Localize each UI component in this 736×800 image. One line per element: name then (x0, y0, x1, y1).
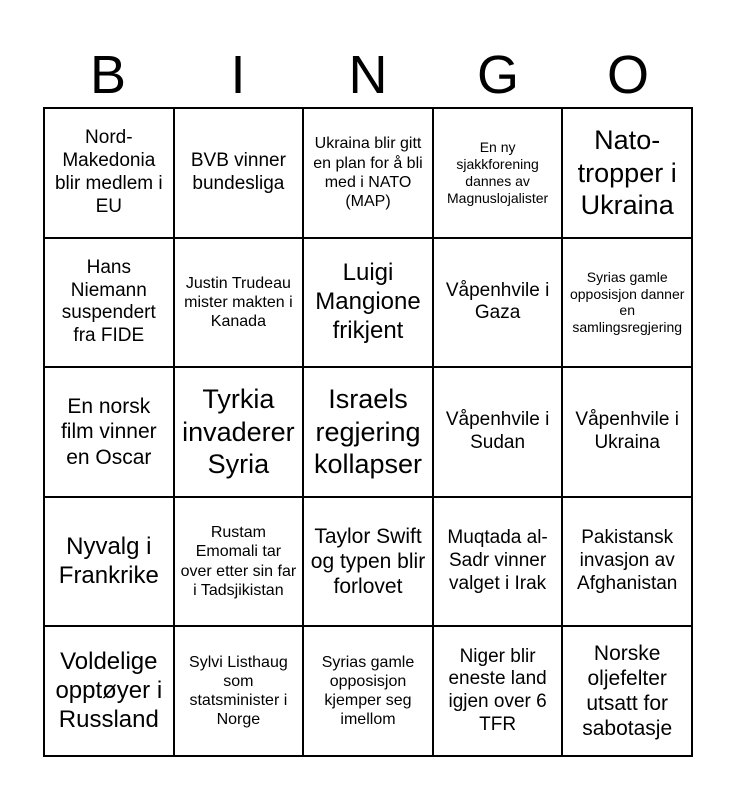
bingo-cell[interactable] (174, 367, 304, 497)
bingo-cell[interactable] (303, 108, 433, 238)
cell-text: Niger blir eneste land igjen over 6 TFR (448, 645, 547, 735)
cell-text: Sylvi Listhaug som statsminister i Norge (189, 653, 288, 729)
bingo-cell[interactable] (303, 238, 433, 368)
cell-text: Nato-tropper i Ukraina (577, 125, 677, 220)
cell-text: Syrias gamle opposisjon danner en samlingsregjering (569, 268, 685, 336)
cell-text: En norsk film vinner en Oscar (60, 395, 157, 469)
header-letter-n: N (348, 45, 388, 105)
cell-text: Luigi Mangione frikjent (315, 259, 421, 344)
cell-text: Våpenhvile i Sudan (445, 409, 550, 453)
cell-text: BVB vinner bundesliga (190, 150, 286, 194)
bingo-cell[interactable] (562, 367, 692, 497)
header-letter-i: I (230, 45, 246, 105)
cell-text: Hans Niemann suspendert fra FIDE (61, 256, 156, 347)
header-letter-o: O (606, 45, 649, 105)
bingo-cell[interactable] (303, 626, 433, 756)
cell-text: Våpenhvile i Ukraina (575, 409, 679, 453)
cell-text: Nord-Makedonia blir medlem i EU (54, 127, 163, 217)
bingo-cell[interactable] (174, 108, 304, 238)
cell-text: Israels regjering kollapser (313, 384, 423, 480)
bingo-cell[interactable] (562, 497, 692, 627)
cell-text: Pakistansk invasjon av Afghanistan (577, 527, 678, 594)
cell-text: Ukraina blir gitt en plan for å bli med i NATO (MAP) (313, 135, 423, 210)
bingo-cell[interactable] (433, 238, 563, 368)
bingo-cell[interactable] (562, 108, 692, 238)
bingo-cell[interactable] (433, 367, 563, 497)
bingo-cell[interactable] (44, 238, 174, 368)
bingo-cell[interactable] (44, 497, 174, 627)
cell-text: Våpenhvile i Gaza (445, 279, 550, 324)
cell-text: Norske oljefelter utsatt for sabotasje (582, 641, 673, 741)
cell-text: Tyrkia invaderer Syria (182, 384, 295, 480)
bingo-cell[interactable] (433, 497, 563, 627)
cell-text: Syrias gamle opposisjon kjemper seg imellom (321, 653, 415, 729)
bingo-cell[interactable] (303, 367, 433, 497)
header-letter-g: G (476, 45, 519, 105)
cell-text: Voldelige opptøyer i Russland (55, 648, 163, 733)
bingo-cell[interactable] (44, 626, 174, 756)
bingo-cell[interactable] (433, 626, 563, 756)
bingo-cell[interactable] (433, 108, 563, 238)
bingo-cell[interactable] (303, 497, 433, 627)
bingo-header (43, 42, 693, 108)
cell-text: Nyvalg i Frankrike (58, 532, 159, 589)
cell-text: Justin Trudeau mister makten i Kanada (184, 274, 293, 330)
cell-text: Taylor Swift og typen blir forlovet (310, 524, 426, 599)
bingo-cell[interactable] (44, 367, 174, 497)
cell-text: Rustam Emomali tar over etter sin far i Tadsjikistan (180, 524, 297, 599)
bingo-grid (43, 107, 693, 757)
cell-text: En ny sjakkforening dannes av Magnuslojalister (447, 139, 549, 206)
bingo-cell[interactable] (562, 238, 692, 368)
bingo-cell[interactable] (44, 108, 174, 238)
bingo-cell[interactable] (174, 497, 304, 627)
bingo-cell[interactable] (174, 626, 304, 756)
cell-text: Muqtada al-Sadr vinner valget i Irak (447, 527, 548, 594)
header-letter-b: B (89, 45, 127, 105)
bingo-cell[interactable] (174, 238, 304, 368)
bingo-cell[interactable] (562, 626, 692, 756)
